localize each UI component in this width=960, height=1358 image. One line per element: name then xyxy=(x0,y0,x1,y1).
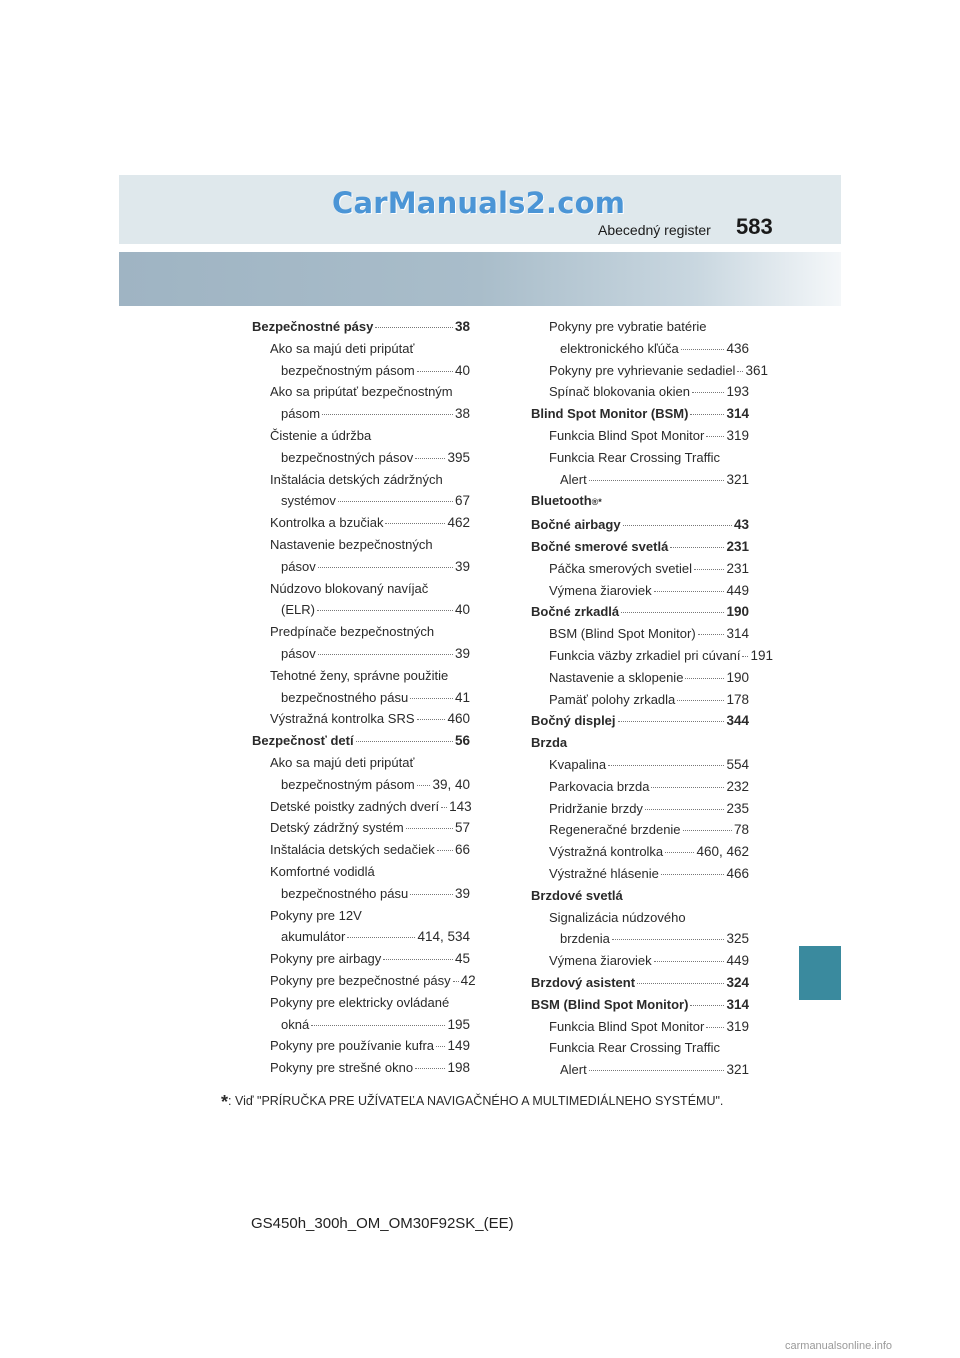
page-reference[interactable]: 198 xyxy=(447,1060,470,1076)
index-entry xyxy=(252,905,470,949)
chapter-side-tab xyxy=(799,946,841,1000)
index-entry-label: (ELR) xyxy=(281,602,315,618)
leader-dots xyxy=(737,371,743,372)
index-entry xyxy=(252,578,470,622)
index-entry xyxy=(531,558,749,580)
index-entry xyxy=(531,425,749,447)
page-reference[interactable]: 193 xyxy=(726,384,749,400)
index-entry xyxy=(531,623,749,645)
page-reference[interactable]: 449 xyxy=(726,582,749,598)
index-entry-label: Bluetooth xyxy=(531,493,592,509)
page-reference[interactable]: 314 xyxy=(726,406,749,422)
leader-dots xyxy=(410,894,453,895)
index-entry xyxy=(252,861,470,905)
index-entry xyxy=(531,710,749,732)
index-entry-label: Inštalácia detských sedačiek xyxy=(270,842,435,858)
index-column-left xyxy=(252,316,476,1079)
index-entry-label: bezpečnostného pásu xyxy=(281,885,409,901)
index-entry-label: Alert xyxy=(560,471,587,487)
index-entry-label: Pokyny pre strešné okno xyxy=(270,1060,414,1076)
index-entry-text: Predpínače bezpečnostných xyxy=(270,624,435,640)
index-entry xyxy=(252,621,470,665)
index-entry-label: Výstražná kontrolka SRS xyxy=(270,711,415,727)
leader-dots xyxy=(681,349,725,350)
leader-dots xyxy=(317,610,453,611)
index-entry-label: Brzdový asistent xyxy=(531,974,636,990)
watermark-logo[interactable]: CarManuals2.com xyxy=(332,186,626,220)
index-entry-text: Funkcia Rear Crossing Traffic xyxy=(549,449,720,465)
index-entry xyxy=(531,403,749,425)
registered-mark: ®* xyxy=(591,497,602,508)
page-reference[interactable]: 466 xyxy=(726,865,749,881)
index-entry xyxy=(252,1057,470,1079)
index-entry-label: BSM (Blind Spot Monitor) xyxy=(549,626,696,642)
page-number: 583 xyxy=(736,214,773,239)
page-reference[interactable]: 554 xyxy=(726,756,749,772)
page-reference[interactable]: 321 xyxy=(726,471,749,487)
index-entry-text: Pokyny pre vybratie batérie xyxy=(549,319,707,334)
index-entry xyxy=(531,645,774,667)
page-reference[interactable]: 324 xyxy=(726,974,749,990)
header-gradient-bar xyxy=(119,252,841,306)
leader-dots xyxy=(612,939,725,940)
leader-dots xyxy=(623,525,732,526)
leader-dots xyxy=(417,371,453,372)
leader-dots xyxy=(436,1046,445,1047)
leader-dots xyxy=(356,741,453,742)
index-entry-text: Funkcia Rear Crossing Traffic xyxy=(549,1040,720,1056)
index-entry xyxy=(531,1037,749,1081)
index-entry-label: Funkcia Blind Spot Monitor xyxy=(549,427,705,443)
index-entry-text: Nastavenie bezpečnostných xyxy=(270,536,433,552)
index-entry-text: Núdzovo blokovaný navíjač xyxy=(270,580,429,596)
page-reference[interactable]: 361 xyxy=(745,362,768,378)
leader-dots xyxy=(437,850,453,851)
bottom-watermark[interactable]: carmanualsonline.info xyxy=(785,1340,893,1352)
index-entry-label: Bočný displej xyxy=(531,713,616,729)
leader-dots xyxy=(683,830,732,831)
index-entry-label: Bočné airbagy xyxy=(531,517,621,533)
leader-dots xyxy=(608,765,724,766)
index-entry-label: bezpečnostného pásu xyxy=(281,689,409,705)
leader-dots xyxy=(385,523,445,524)
page-reference[interactable]: 231 xyxy=(726,538,749,554)
index-entry xyxy=(531,972,749,994)
index-entry xyxy=(252,534,470,578)
leader-dots xyxy=(651,787,724,788)
index-entry-text: Ako sa majú deti pripútať xyxy=(270,754,415,770)
page-reference[interactable]: 314 xyxy=(726,996,749,1012)
index-entry-label: Kontrolka a bzučiak xyxy=(270,515,384,531)
leader-dots xyxy=(618,721,725,722)
index-entry-text: Pokyny pre elektricky ovládané xyxy=(270,994,450,1010)
index-entry xyxy=(252,708,470,730)
leader-dots xyxy=(410,698,453,699)
index-entry-text: Ako sa pripútať bezpečnostným xyxy=(270,384,453,400)
index-entry xyxy=(252,752,470,796)
leader-dots xyxy=(406,828,453,829)
index-entry-label: brzdenia xyxy=(560,931,610,947)
index-entry-label: Pokyny pre bezpečnostné pásy xyxy=(270,972,451,988)
leader-dots xyxy=(415,458,445,459)
leader-dots xyxy=(621,612,724,613)
index-entry-label: pásom xyxy=(281,406,321,422)
page-reference[interactable]: 395 xyxy=(447,449,470,465)
index-entry xyxy=(252,469,470,513)
index-entry-label: bezpečnostným pásom xyxy=(281,362,415,378)
leader-dots xyxy=(698,634,725,635)
page-reference[interactable]: 232 xyxy=(726,778,749,794)
index-entry xyxy=(531,381,749,403)
index-entry-label: okná xyxy=(281,1016,310,1032)
page-reference[interactable]: 319 xyxy=(726,1018,749,1034)
index-entry xyxy=(252,730,470,752)
index-entry-text: Inštalácia detských zádržných xyxy=(270,471,443,487)
index-entry-text: Ako sa majú deti pripútať xyxy=(270,340,415,356)
index-entry xyxy=(531,447,749,491)
index-entry-label: Výmena žiaroviek xyxy=(549,582,652,598)
page-reference[interactable]: 449 xyxy=(726,953,749,969)
index-entry-label: Výmena žiaroviek xyxy=(549,953,652,969)
leader-dots xyxy=(311,1025,445,1026)
index-entry-label: Bočné zrkadlá xyxy=(531,604,620,620)
index-entry-label: BSM (Blind Spot Monitor) xyxy=(531,996,689,1012)
page-reference[interactable]: 190 xyxy=(726,604,749,620)
index-entry xyxy=(531,316,749,360)
leader-dots xyxy=(692,392,725,393)
leader-dots xyxy=(654,961,725,962)
index-entry xyxy=(531,907,749,951)
leader-dots xyxy=(685,678,724,679)
index-entry-label: Páčka smerových svetiel xyxy=(549,560,693,576)
index-entry-label: Nastavenie a sklopenie xyxy=(549,669,684,685)
page-reference[interactable]: 42 xyxy=(460,972,476,988)
index-entry xyxy=(531,514,749,536)
section-title: Abecedný register xyxy=(598,222,711,238)
index-entry-label: Spínač blokovania okien xyxy=(549,384,690,400)
index-entry-label: akumulátor xyxy=(281,929,346,945)
page-reference[interactable]: 41 xyxy=(454,689,470,705)
page-reference[interactable]: 143 xyxy=(449,798,472,814)
index-entry xyxy=(252,381,470,425)
index-entry xyxy=(531,689,749,711)
index-entry-label: Alert xyxy=(560,1062,587,1078)
page-reference[interactable]: 39, 40 xyxy=(432,776,470,792)
leader-dots xyxy=(742,656,748,657)
index-entry-text: Tehotné ženy, správne použitie xyxy=(270,667,449,683)
leader-dots xyxy=(706,1027,724,1028)
leader-dots xyxy=(690,1005,724,1006)
leader-dots xyxy=(706,436,724,437)
page-reference[interactable]: 78 xyxy=(733,822,749,838)
index-entry-label: Výstražná kontrolka xyxy=(549,844,664,860)
index-column-right xyxy=(531,316,774,1081)
leader-dots xyxy=(338,501,453,502)
index-entry xyxy=(531,885,749,907)
page-reference[interactable]: 191 xyxy=(750,647,774,663)
index-entry-label: Pridržanie brzdy xyxy=(549,800,643,816)
page-reference[interactable]: 325 xyxy=(726,931,749,947)
index-entry xyxy=(252,948,470,970)
index-entry-label: Parkovacia brzda xyxy=(549,778,650,794)
leader-dots xyxy=(665,852,694,853)
index-entry-label: elektronického kľúča xyxy=(560,340,679,356)
index-entry xyxy=(252,512,470,534)
page-reference[interactable]: 319 xyxy=(726,427,749,443)
index-entry xyxy=(531,1016,749,1038)
leader-dots xyxy=(645,809,725,810)
index-entry-text: Čistenie a údržba xyxy=(270,427,372,443)
footnote-text: : Viď "PRÍRUČKA PRE UŽÍVATEĽA NAVIGAČNÉHO A MULTIMEDIÁLNEHO SYSTÉMU". xyxy=(228,1094,724,1108)
leader-dots xyxy=(318,654,453,655)
index-entry-label: Výstražné hlásenie xyxy=(549,865,659,881)
leader-dots xyxy=(654,591,725,592)
index-entry xyxy=(531,776,749,798)
page-reference[interactable]: 57 xyxy=(454,820,470,836)
index-entry xyxy=(531,863,749,885)
index-entry xyxy=(531,667,749,689)
leader-dots xyxy=(415,1068,445,1069)
document-code: GS450h_300h_OM_OM30F92SK_(EE) xyxy=(251,1215,514,1232)
index-entry-label: Funkcia Blind Spot Monitor xyxy=(549,1018,705,1034)
index-entry xyxy=(252,665,470,709)
index-entry-label: Bočné smerové svetlá xyxy=(531,538,669,554)
leader-dots xyxy=(690,414,724,415)
index-entry-label: systémov xyxy=(281,493,336,509)
index-entry xyxy=(252,839,470,861)
leader-dots xyxy=(589,480,725,481)
page-reference[interactable]: 178 xyxy=(726,691,749,707)
page-reference[interactable]: 321 xyxy=(726,1062,749,1078)
index-entry-label: Blind Spot Monitor (BSM) xyxy=(531,406,689,422)
index-entry xyxy=(252,425,470,469)
index-entry xyxy=(531,841,749,863)
page-reference[interactable]: 460 xyxy=(447,711,470,727)
page-reference[interactable]: 40 xyxy=(454,362,470,378)
page-reference[interactable]: 66 xyxy=(454,842,470,858)
leader-dots xyxy=(661,874,725,875)
index-entry xyxy=(531,994,749,1016)
index-entry-label: bezpečnostných pásov xyxy=(281,449,414,465)
page-reference[interactable]: 45 xyxy=(454,951,470,967)
leader-dots xyxy=(417,785,431,786)
index-entry-text: Signalizácia núdzového xyxy=(549,909,686,925)
leader-dots xyxy=(453,981,459,982)
index-entry xyxy=(531,490,749,514)
page-reference[interactable]: 38 xyxy=(454,406,470,422)
leader-dots xyxy=(694,569,724,570)
page-reference[interactable]: 40 xyxy=(454,602,470,618)
leader-dots xyxy=(637,983,724,984)
leader-dots xyxy=(322,414,453,415)
index-entry xyxy=(252,796,470,818)
page-reference[interactable]: 414, 534 xyxy=(417,929,470,945)
index-entry-label: bezpečnostným pásom xyxy=(281,776,415,792)
page-reference[interactable]: 39 xyxy=(454,558,470,574)
index-entry xyxy=(531,360,768,382)
index-entry xyxy=(531,601,749,623)
index-entry-text: Pokyny pre 12V xyxy=(270,907,362,923)
index-entry xyxy=(252,970,476,992)
page-reference[interactable]: 235 xyxy=(726,800,749,816)
page-reference[interactable]: 231 xyxy=(726,560,749,576)
leader-dots xyxy=(589,1070,725,1071)
page-reference[interactable]: 460, 462 xyxy=(696,844,749,860)
footnote-marker: * xyxy=(221,1092,229,1112)
page-reference[interactable]: 190 xyxy=(726,669,749,685)
page-reference[interactable]: 39 xyxy=(454,885,470,901)
index-entry-label: Detský zádržný systém xyxy=(270,820,404,836)
index-entry-label: pásov xyxy=(281,558,316,574)
index-entry-label: Pokyny pre používanie kufra xyxy=(270,1038,435,1054)
index-entry xyxy=(531,754,749,776)
index-entry-label: pásov xyxy=(281,645,316,661)
index-entry xyxy=(531,536,749,558)
index-entry-label: Kvapalina xyxy=(549,756,607,772)
index-entry xyxy=(531,580,749,602)
index-entry xyxy=(252,1035,470,1057)
page-reference[interactable]: 462 xyxy=(447,515,470,531)
index-entry xyxy=(252,992,470,1036)
page-reference[interactable]: 314 xyxy=(726,626,749,642)
index-entry xyxy=(531,798,749,820)
index-entry xyxy=(252,817,470,839)
leader-dots xyxy=(417,719,446,720)
index-entry-label: Pokyny pre vyhrievanie sedadiel xyxy=(549,362,736,378)
index-entry-label: Brzdové svetlá xyxy=(531,887,623,903)
index-entry-label: Funkcia väzby zrkadiel pri cúvaní xyxy=(549,647,741,663)
leader-dots xyxy=(383,959,453,960)
index-entry xyxy=(531,732,749,754)
index-entry xyxy=(531,950,749,972)
index-entry xyxy=(252,338,470,382)
footnote xyxy=(221,1092,723,1113)
index-entry-text: Komfortné vodidlá xyxy=(270,863,375,879)
index-entry xyxy=(531,819,749,841)
leader-dots xyxy=(441,807,447,808)
page-reference[interactable]: 43 xyxy=(733,517,749,533)
page-reference[interactable]: 195 xyxy=(447,1016,470,1032)
page-reference[interactable]: 38 xyxy=(454,319,470,334)
page-reference[interactable]: 436 xyxy=(726,340,749,356)
page-reference[interactable]: 344 xyxy=(726,713,749,729)
page-reference[interactable]: 56 xyxy=(454,733,470,749)
index-entry-label: Detské poistky zadných dverí xyxy=(270,798,440,814)
page-reference[interactable]: 39 xyxy=(454,645,470,661)
index-entry-label: Brzda xyxy=(531,735,568,751)
index-entry-label: Bezpečnostné pásy xyxy=(252,319,374,334)
index-entry-label: Pokyny pre airbagy xyxy=(270,951,382,967)
page-reference[interactable]: 149 xyxy=(447,1038,470,1054)
leader-dots xyxy=(318,567,453,568)
index-entry xyxy=(252,316,470,338)
index-entry-label: Pamäť polohy zrkadla xyxy=(549,691,676,707)
index-entry-label: Bezpečnosť detí xyxy=(252,733,354,749)
index-entry-label: Regeneračné brzdenie xyxy=(549,822,681,838)
leader-dots xyxy=(670,547,724,548)
leader-dots xyxy=(375,327,453,328)
page-reference[interactable]: 67 xyxy=(454,493,470,509)
leader-dots xyxy=(677,700,724,701)
leader-dots xyxy=(347,937,415,938)
